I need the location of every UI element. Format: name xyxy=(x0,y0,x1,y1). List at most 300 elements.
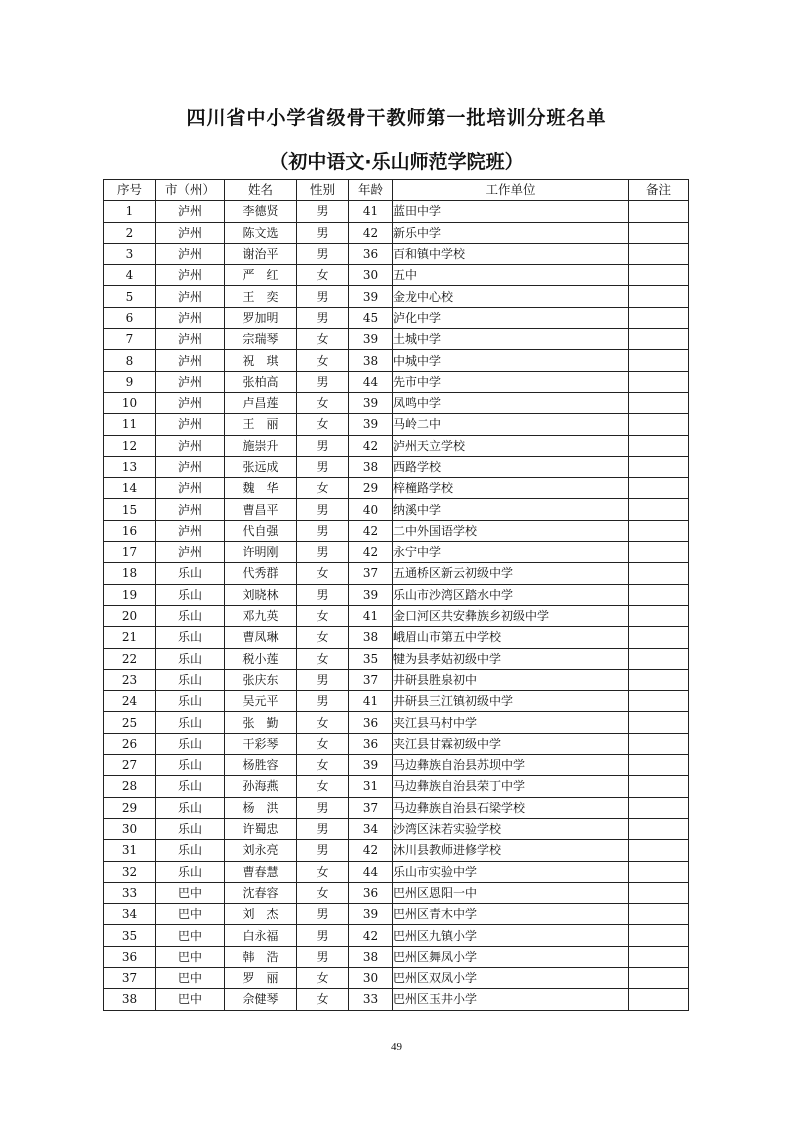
cell-remarks xyxy=(629,478,689,499)
cell-gender: 女 xyxy=(297,967,349,988)
cell-index: 19 xyxy=(104,584,156,605)
cell-age: 42 xyxy=(349,925,393,946)
cell-name: 孙海燕 xyxy=(225,776,297,797)
table-row xyxy=(104,499,689,520)
cell-age: 30 xyxy=(349,967,393,988)
cell-gender: 男 xyxy=(297,286,349,307)
cell-age: 37 xyxy=(349,563,393,584)
cell-index: 6 xyxy=(104,307,156,328)
cell-remarks xyxy=(629,776,689,797)
cell-remarks xyxy=(629,286,689,307)
cell-index: 4 xyxy=(104,265,156,286)
cell-name: 刘永亮 xyxy=(225,840,297,861)
cell-city: 泸州 xyxy=(156,329,225,350)
cell-name: 代秀群 xyxy=(225,563,297,584)
cell-city: 泸州 xyxy=(156,456,225,477)
cell-age: 44 xyxy=(349,861,393,882)
page-number: 49 xyxy=(391,1041,402,1053)
cell-name: 谢治平 xyxy=(225,243,297,264)
cell-gender: 女 xyxy=(297,265,349,286)
cell-workplace: 永宁中学 xyxy=(393,542,629,563)
header-gender: 性别 xyxy=(297,180,349,201)
cell-city: 泸州 xyxy=(156,286,225,307)
cell-city: 巴中 xyxy=(156,925,225,946)
cell-index: 20 xyxy=(104,605,156,626)
cell-remarks xyxy=(629,350,689,371)
cell-city: 乐山 xyxy=(156,818,225,839)
cell-age: 36 xyxy=(349,243,393,264)
cell-age: 30 xyxy=(349,265,393,286)
cell-age: 38 xyxy=(349,350,393,371)
cell-index: 27 xyxy=(104,755,156,776)
cell-name: 佘健琴 xyxy=(225,989,297,1010)
cell-gender: 女 xyxy=(297,563,349,584)
cell-name: 许明刚 xyxy=(225,542,297,563)
cell-workplace: 巴州区九镇小学 xyxy=(393,925,629,946)
cell-index: 30 xyxy=(104,818,156,839)
cell-gender: 男 xyxy=(297,243,349,264)
table-row xyxy=(104,520,689,541)
cell-city: 泸州 xyxy=(156,222,225,243)
cell-remarks xyxy=(629,691,689,712)
table-row xyxy=(104,435,689,456)
cell-gender: 男 xyxy=(297,307,349,328)
cell-name: 曹凤琳 xyxy=(225,627,297,648)
table-body xyxy=(104,201,689,1010)
table-row xyxy=(104,307,689,328)
cell-name: 白永福 xyxy=(225,925,297,946)
cell-index: 36 xyxy=(104,946,156,967)
cell-gender: 女 xyxy=(297,392,349,413)
cell-city: 泸州 xyxy=(156,414,225,435)
cell-age: 42 xyxy=(349,222,393,243)
cell-city: 乐山 xyxy=(156,776,225,797)
cell-remarks xyxy=(629,818,689,839)
cell-gender: 女 xyxy=(297,882,349,903)
cell-name: 韩 浩 xyxy=(225,946,297,967)
cell-age: 39 xyxy=(349,584,393,605)
table-row xyxy=(104,350,689,371)
cell-name: 严 红 xyxy=(225,265,297,286)
cell-age: 41 xyxy=(349,691,393,712)
table-row xyxy=(104,669,689,690)
table-row xyxy=(104,222,689,243)
cell-age: 38 xyxy=(349,946,393,967)
table-row xyxy=(104,478,689,499)
table-row xyxy=(104,648,689,669)
cell-gender: 男 xyxy=(297,222,349,243)
cell-name: 王 奕 xyxy=(225,286,297,307)
cell-city: 泸州 xyxy=(156,243,225,264)
cell-city: 巴中 xyxy=(156,967,225,988)
cell-gender: 男 xyxy=(297,818,349,839)
cell-city: 泸州 xyxy=(156,371,225,392)
cell-city: 泸州 xyxy=(156,520,225,541)
cell-workplace: 五通桥区新云初级中学 xyxy=(393,563,629,584)
cell-age: 39 xyxy=(349,414,393,435)
table-row xyxy=(104,286,689,307)
cell-age: 42 xyxy=(349,520,393,541)
cell-age: 39 xyxy=(349,755,393,776)
cell-name: 杨 洪 xyxy=(225,797,297,818)
cell-city: 泸州 xyxy=(156,265,225,286)
cell-remarks xyxy=(629,989,689,1010)
cell-workplace: 梓橦路学校 xyxy=(393,478,629,499)
cell-workplace: 沐川县教师进修学校 xyxy=(393,840,629,861)
cell-workplace: 巴州区双凤小学 xyxy=(393,967,629,988)
cell-remarks xyxy=(629,435,689,456)
cell-gender: 女 xyxy=(297,989,349,1010)
cell-name: 张庆东 xyxy=(225,669,297,690)
cell-city: 泸州 xyxy=(156,350,225,371)
cell-name: 魏 华 xyxy=(225,478,297,499)
cell-workplace: 夹江县马村中学 xyxy=(393,712,629,733)
cell-gender: 男 xyxy=(297,435,349,456)
cell-age: 38 xyxy=(349,456,393,477)
header-city: 市（州） xyxy=(156,180,225,201)
cell-remarks xyxy=(629,563,689,584)
table-row xyxy=(104,776,689,797)
cell-city: 泸州 xyxy=(156,542,225,563)
cell-index: 32 xyxy=(104,861,156,882)
cell-index: 1 xyxy=(104,201,156,222)
cell-city: 泸州 xyxy=(156,307,225,328)
cell-remarks xyxy=(629,307,689,328)
cell-index: 33 xyxy=(104,882,156,903)
cell-age: 36 xyxy=(349,712,393,733)
cell-age: 42 xyxy=(349,840,393,861)
cell-remarks xyxy=(629,371,689,392)
cell-workplace: 乐山市实验中学 xyxy=(393,861,629,882)
cell-gender: 女 xyxy=(297,776,349,797)
cell-age: 39 xyxy=(349,286,393,307)
cell-city: 乐山 xyxy=(156,861,225,882)
cell-age: 36 xyxy=(349,733,393,754)
roster-table xyxy=(103,179,689,1011)
cell-index: 10 xyxy=(104,392,156,413)
cell-workplace: 二中外国语学校 xyxy=(393,520,629,541)
cell-workplace: 泸州天立学校 xyxy=(393,435,629,456)
header-workplace: 工作单位 xyxy=(393,180,629,201)
table-row xyxy=(104,265,689,286)
cell-gender: 男 xyxy=(297,371,349,392)
cell-age: 41 xyxy=(349,201,393,222)
table-row xyxy=(104,691,689,712)
cell-city: 乐山 xyxy=(156,563,225,584)
cell-gender: 女 xyxy=(297,712,349,733)
table-row xyxy=(104,392,689,413)
cell-workplace: 马边彝族自治县荣丁中学 xyxy=(393,776,629,797)
cell-gender: 女 xyxy=(297,627,349,648)
page-subtitle: （初中语文·乐山师范学院班） xyxy=(269,151,524,173)
cell-remarks xyxy=(629,605,689,626)
cell-name: 王 丽 xyxy=(225,414,297,435)
cell-name: 罗 丽 xyxy=(225,967,297,988)
cell-remarks xyxy=(629,584,689,605)
cell-index: 14 xyxy=(104,478,156,499)
header-index: 序号 xyxy=(104,180,156,201)
cell-city: 泸州 xyxy=(156,201,225,222)
cell-workplace: 巴州区恩阳一中 xyxy=(393,882,629,903)
cell-workplace: 中城中学 xyxy=(393,350,629,371)
cell-workplace: 金口河区共安彝族乡初级中学 xyxy=(393,605,629,626)
cell-index: 9 xyxy=(104,371,156,392)
table-row xyxy=(104,733,689,754)
table-row xyxy=(104,243,689,264)
cell-workplace: 峨眉山市第五中学校 xyxy=(393,627,629,648)
cell-city: 乐山 xyxy=(156,733,225,754)
cell-index: 11 xyxy=(104,414,156,435)
cell-gender: 男 xyxy=(297,691,349,712)
cell-index: 29 xyxy=(104,797,156,818)
cell-remarks xyxy=(629,542,689,563)
cell-index: 22 xyxy=(104,648,156,669)
cell-workplace: 土城中学 xyxy=(393,329,629,350)
cell-remarks xyxy=(629,967,689,988)
header-remarks: 备注 xyxy=(629,180,689,201)
cell-workplace: 夹江县甘霖初级中学 xyxy=(393,733,629,754)
cell-remarks xyxy=(629,392,689,413)
cell-remarks xyxy=(629,201,689,222)
cell-name: 沈春容 xyxy=(225,882,297,903)
cell-city: 乐山 xyxy=(156,755,225,776)
cell-age: 39 xyxy=(349,329,393,350)
cell-workplace: 井研县胜泉初中 xyxy=(393,669,629,690)
table-header-row xyxy=(104,180,689,201)
cell-city: 乐山 xyxy=(156,669,225,690)
header-age: 年龄 xyxy=(349,180,393,201)
cell-age: 39 xyxy=(349,904,393,925)
cell-gender: 女 xyxy=(297,605,349,626)
table-row xyxy=(104,627,689,648)
cell-remarks xyxy=(629,712,689,733)
cell-workplace: 蓝田中学 xyxy=(393,201,629,222)
table-row xyxy=(104,946,689,967)
cell-name: 杨胜容 xyxy=(225,755,297,776)
cell-age: 35 xyxy=(349,648,393,669)
cell-remarks xyxy=(629,946,689,967)
table-row xyxy=(104,371,689,392)
cell-gender: 男 xyxy=(297,456,349,477)
cell-name: 曹春慧 xyxy=(225,861,297,882)
cell-age: 42 xyxy=(349,542,393,563)
cell-city: 巴中 xyxy=(156,989,225,1010)
cell-city: 乐山 xyxy=(156,840,225,861)
cell-workplace: 金龙中心校 xyxy=(393,286,629,307)
cell-name: 罗加明 xyxy=(225,307,297,328)
cell-age: 40 xyxy=(349,499,393,520)
cell-name: 干彩琴 xyxy=(225,733,297,754)
table-row xyxy=(104,989,689,1010)
cell-gender: 男 xyxy=(297,520,349,541)
cell-index: 24 xyxy=(104,691,156,712)
cell-gender: 女 xyxy=(297,755,349,776)
cell-index: 37 xyxy=(104,967,156,988)
cell-name: 李德贤 xyxy=(225,201,297,222)
cell-city: 巴中 xyxy=(156,946,225,967)
page-title: 四川省中小学省级骨干教师第一批培训分班名单 xyxy=(186,107,607,129)
cell-age: 44 xyxy=(349,371,393,392)
cell-workplace: 巴州区青木中学 xyxy=(393,904,629,925)
cell-age: 29 xyxy=(349,478,393,499)
cell-city: 乐山 xyxy=(156,648,225,669)
header-name: 姓名 xyxy=(225,180,297,201)
cell-index: 8 xyxy=(104,350,156,371)
cell-workplace: 巴州区舞凤小学 xyxy=(393,946,629,967)
cell-gender: 女 xyxy=(297,648,349,669)
cell-index: 2 xyxy=(104,222,156,243)
cell-gender: 男 xyxy=(297,797,349,818)
table-row xyxy=(104,755,689,776)
cell-remarks xyxy=(629,222,689,243)
cell-remarks xyxy=(629,456,689,477)
cell-city: 乐山 xyxy=(156,584,225,605)
cell-gender: 男 xyxy=(297,925,349,946)
cell-index: 3 xyxy=(104,243,156,264)
cell-index: 12 xyxy=(104,435,156,456)
cell-remarks xyxy=(629,648,689,669)
cell-workplace: 马边彝族自治县石梁学校 xyxy=(393,797,629,818)
table-row xyxy=(104,840,689,861)
cell-remarks xyxy=(629,329,689,350)
cell-index: 35 xyxy=(104,925,156,946)
cell-remarks xyxy=(629,840,689,861)
cell-index: 16 xyxy=(104,520,156,541)
table-row xyxy=(104,967,689,988)
table-row xyxy=(104,818,689,839)
cell-name: 施崇升 xyxy=(225,435,297,456)
table-row xyxy=(104,414,689,435)
cell-age: 38 xyxy=(349,627,393,648)
cell-name: 刘晓林 xyxy=(225,584,297,605)
table-row xyxy=(104,201,689,222)
cell-name: 张远成 xyxy=(225,456,297,477)
cell-workplace: 西路学校 xyxy=(393,456,629,477)
cell-city: 巴中 xyxy=(156,882,225,903)
cell-gender: 男 xyxy=(297,499,349,520)
table-row xyxy=(104,329,689,350)
cell-remarks xyxy=(629,243,689,264)
cell-name: 张柏高 xyxy=(225,371,297,392)
cell-age: 36 xyxy=(349,882,393,903)
cell-city: 乐山 xyxy=(156,797,225,818)
table-row xyxy=(104,712,689,733)
cell-age: 37 xyxy=(349,669,393,690)
cell-age: 31 xyxy=(349,776,393,797)
cell-city: 泸州 xyxy=(156,435,225,456)
cell-city: 乐山 xyxy=(156,712,225,733)
cell-gender: 女 xyxy=(297,861,349,882)
table-row xyxy=(104,605,689,626)
cell-name: 曹昌平 xyxy=(225,499,297,520)
cell-name: 卢昌莲 xyxy=(225,392,297,413)
table-row xyxy=(104,563,689,584)
cell-workplace: 乐山市沙湾区踏水中学 xyxy=(393,584,629,605)
cell-age: 33 xyxy=(349,989,393,1010)
cell-workplace: 泸化中学 xyxy=(393,307,629,328)
cell-workplace: 井研县三江镇初级中学 xyxy=(393,691,629,712)
cell-city: 巴中 xyxy=(156,904,225,925)
cell-index: 25 xyxy=(104,712,156,733)
cell-index: 26 xyxy=(104,733,156,754)
cell-age: 42 xyxy=(349,435,393,456)
cell-name: 吴元平 xyxy=(225,691,297,712)
cell-gender: 女 xyxy=(297,329,349,350)
cell-gender: 男 xyxy=(297,201,349,222)
cell-gender: 女 xyxy=(297,733,349,754)
cell-workplace: 沙湾区沫若实验学校 xyxy=(393,818,629,839)
cell-gender: 女 xyxy=(297,350,349,371)
cell-index: 23 xyxy=(104,669,156,690)
cell-city: 乐山 xyxy=(156,691,225,712)
cell-index: 31 xyxy=(104,840,156,861)
cell-index: 21 xyxy=(104,627,156,648)
cell-index: 17 xyxy=(104,542,156,563)
cell-name: 宗瑞琴 xyxy=(225,329,297,350)
cell-remarks xyxy=(629,733,689,754)
cell-age: 37 xyxy=(349,797,393,818)
cell-age: 34 xyxy=(349,818,393,839)
cell-city: 泸州 xyxy=(156,499,225,520)
cell-index: 18 xyxy=(104,563,156,584)
cell-workplace: 凤鸣中学 xyxy=(393,392,629,413)
cell-name: 邓九英 xyxy=(225,605,297,626)
cell-gender: 男 xyxy=(297,669,349,690)
cell-workplace: 先市中学 xyxy=(393,371,629,392)
cell-workplace: 马边彝族自治县苏坝中学 xyxy=(393,755,629,776)
cell-remarks xyxy=(629,861,689,882)
cell-workplace: 纳溪中学 xyxy=(393,499,629,520)
cell-remarks xyxy=(629,755,689,776)
cell-name: 刘 杰 xyxy=(225,904,297,925)
table-row xyxy=(104,882,689,903)
cell-name: 祝 琪 xyxy=(225,350,297,371)
cell-gender: 男 xyxy=(297,584,349,605)
cell-remarks xyxy=(629,904,689,925)
cell-index: 38 xyxy=(104,989,156,1010)
cell-name: 代自强 xyxy=(225,520,297,541)
cell-index: 34 xyxy=(104,904,156,925)
cell-name: 税小莲 xyxy=(225,648,297,669)
cell-remarks xyxy=(629,499,689,520)
cell-remarks xyxy=(629,627,689,648)
cell-workplace: 巴州区玉井小学 xyxy=(393,989,629,1010)
cell-age: 45 xyxy=(349,307,393,328)
cell-remarks xyxy=(629,265,689,286)
cell-remarks xyxy=(629,669,689,690)
cell-remarks xyxy=(629,414,689,435)
cell-index: 13 xyxy=(104,456,156,477)
cell-remarks xyxy=(629,797,689,818)
cell-index: 7 xyxy=(104,329,156,350)
cell-index: 28 xyxy=(104,776,156,797)
cell-workplace: 马岭二中 xyxy=(393,414,629,435)
cell-city: 乐山 xyxy=(156,605,225,626)
cell-gender: 女 xyxy=(297,478,349,499)
cell-workplace: 五中 xyxy=(393,265,629,286)
table-row xyxy=(104,904,689,925)
table-row xyxy=(104,861,689,882)
cell-name: 陈文选 xyxy=(225,222,297,243)
table-row xyxy=(104,797,689,818)
cell-age: 41 xyxy=(349,605,393,626)
cell-workplace: 百和镇中学校 xyxy=(393,243,629,264)
cell-workplace: 新乐中学 xyxy=(393,222,629,243)
cell-workplace: 犍为县孝姑初级中学 xyxy=(393,648,629,669)
cell-gender: 男 xyxy=(297,904,349,925)
cell-city: 泸州 xyxy=(156,478,225,499)
cell-name: 张 勤 xyxy=(225,712,297,733)
